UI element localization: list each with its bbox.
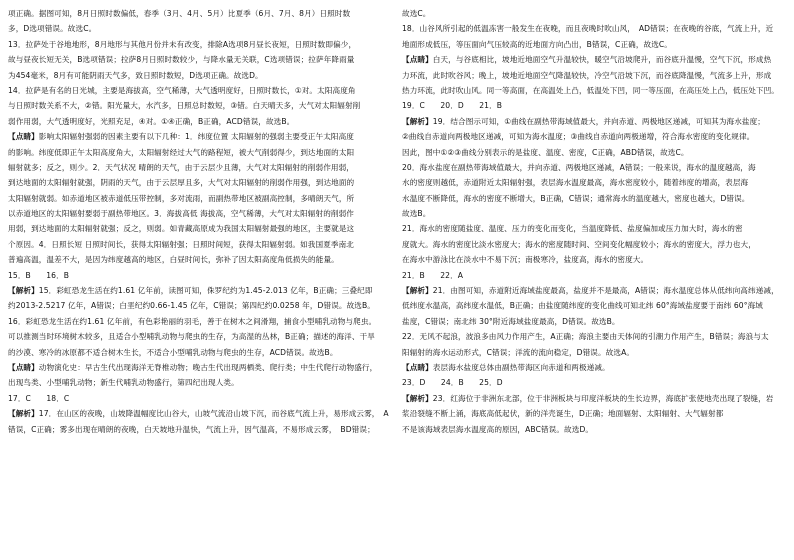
left-text-line: 个原因。4．日照长短 日照时间长，获得太阳辐射强；日照时间短，获得太阳辐射弱。如我国夏季南北 <box>8 239 354 249</box>
left-text-line: 到达地面的太阳辐射就强，阴雨的天气，由于云层厚且多，大气对太阳辐射的削弱作用强，到达地面的 <box>8 178 355 188</box>
left-text-line: 以赤道地区的太阳辐射要弱于副热带地区。3．海拔高低 海拔高，空气稀薄，大气对太阳辐射的削弱作 <box>8 209 354 219</box>
right-text-line: 故选B。 <box>402 209 431 219</box>
left-text-column <box>8 6 394 437</box>
left-text-line: 为454毫米，8月有可能阴雨天气多，致日照时数短，D选项正确。故选D。 <box>8 70 263 80</box>
left-text-line: 的沙漠、寒冷的冰原都不适合树木生长，不适合小型哺乳动物与爬虫的生存，ACD错误。故选B。 <box>8 347 338 357</box>
left-text-line: 项正确。据图可知，8月日照时数偏低，春季（3月、4月、5月）比夏季（6月、7月、8月）日照时数 <box>8 9 351 18</box>
right-text-line: 【解析】21．由图可知，赤道附近海域盐度最高，盐度并不是最高，A错误；海水温度总体从低纬向高纬递减， <box>402 286 779 296</box>
left-text-line: 【解析】15．彩虹恐龙生活在约1.61 亿年前，读图可知，侏罗纪约为1.45-2.013 亿年，B正确；三叠纪即 <box>8 286 373 296</box>
right-text-line: 阳辐射的海水运动形式，C错误；洋流的流向稳定，D错误。故选A。 <box>402 347 635 357</box>
left-text-line: 出现鸟类、小型哺乳动物；新生代哺乳动物盛行，第四纪出现人类。 <box>8 378 239 388</box>
right-text-line: 21．海水的密度随盐度、温度、压力的变化而变化，当温度降低、盐度偏加或压力加大时，海水的密 <box>402 224 743 234</box>
right-text-line: 低纬度水温高，高纬度水温低，B正确；由盐度随纬度的变化曲线可知北纬 60°海域盐度要于南纬 60°海域 <box>402 301 763 311</box>
right-text-line: 水温度不断降低，海水的密度不断增大，B正确，C错误；通常海水的温度越大，密度也越大，D错误。 <box>402 193 750 203</box>
left-text-line: 弱作用弱，大气透明度好，光照充足，④对。①④正确，B正确，ACD错误，故选B。 <box>8 116 295 126</box>
right-text-line: 【点睛】白天，与谷底相比，坡地近地面空气升温较快，暖空气沿坡爬升，而谷底升温慢，空气下沉，形成热 <box>402 55 772 65</box>
left-text-line: 17．C 18．C <box>8 393 70 403</box>
right-text-line: 18．山谷风所引起的低温冻害一般发生在夜晚，而且夜晚时吹山风， AD错误；在夜晚的谷底，气流上升，近 <box>402 24 774 34</box>
right-text-line: 21．B 22．A <box>402 270 464 280</box>
left-text-line: 13．拉萨处于谷地地形，8月地形与其他月份并未有改变，排除A选项8月昼长夜短，日照时数即偏少， <box>8 39 357 49</box>
right-text-line: 度就大。海水的密度比淡水密度大；海水的密度随时间、空间变化幅度较小；海水的密度大，浮力也大， <box>402 239 756 249</box>
left-text-line: 错误，C正确；雾多出现在晴朗的夜晚，白天坡地升温快，气流上升，因气温高，不易形成云雾， BD错误； <box>8 424 375 434</box>
right-text-line: 地面形成低压，等压面向气压较高的近地面方向凸出，B错误，C正确，故选C。 <box>402 39 673 49</box>
left-text-line: 的影响。纬度低即正午太阳高度角大，太阳辐射经过大气的路程短，被大气削弱得少，到达地面的太阳 <box>8 147 355 157</box>
right-text-line: 热力环流，此时吹山风。同一等高面，在高温处上凸，低温处下凹，同一等压面，在高压处上凸，低压处下凹。 <box>402 85 779 95</box>
right-text-line: 在海水中游泳比在淡水中不易下沉；南极寒冷，盐度高，海水的密度大。 <box>402 255 649 265</box>
right-text-line: 不是该海域表层海水温度高的原因，ABC错误。故选D。 <box>402 424 594 434</box>
left-text-line: 与日照时数关系不大，②错。阳光量大，水汽多，日照总时数短，③错。白天晴天多，大气对太阳辐射削 <box>8 101 361 111</box>
left-text-line: 【解析】17．在山区的夜晚，山坡降温幅度比山谷大，山坡气流沿山坡下沉，而谷底气流上升，易形成云雾， A <box>8 409 389 419</box>
right-text-line: 【解析】23．红海位于非洲东北部，位于非洲板块与印度洋板块的生长边界，海底扩张使地壳出现了裂缝，岩 <box>402 393 774 403</box>
left-text-line: 多，D选项错误。故选C。 <box>8 24 97 34</box>
left-text-line: 【点睛】动物演化史：早古生代出现海洋无脊椎动物；晚古生代出现两栖类、爬行类；中生代爬行动物盛行， <box>8 362 378 372</box>
left-text-line: 约2013-2.5217 亿年，A错误；白垩纪约0.66-1.45 亿年，C错误；第四纪约0.0258 年，D错误。故选B。 <box>8 301 375 311</box>
right-text-line: 盐度，C错误；南北纬 30°附近海域盐度最高，D错误。故选B。 <box>402 316 620 326</box>
right-text-line: ②曲线自赤道向两极地区递减，可知为海水温度；③曲线自赤道向两极递增，符合海水密度的变化规律。 <box>402 132 755 142</box>
left-text-line: 14．拉萨是有名的日光城，主要是海拔高，空气稀薄，大气透明度好，日照时数长，①对。太阳高度角 <box>8 85 356 95</box>
left-text-line: 15．B 16．B <box>8 270 70 280</box>
right-text-line: 故选C。 <box>402 9 431 18</box>
right-text-line: 23．D 24．B 25．D <box>402 378 503 388</box>
left-text-line: 太阳辐射就弱。如赤道地区被赤道低压带控制，多对流雨，而副热带地区被副高控制，多晴朗天气，所 <box>8 193 355 203</box>
right-text-line: 浆沿裂缝不断上涌，海底高低起伏，新的洋壳诞生，D正确；地面辐射、太阳辐射、大气辐射都 <box>402 409 724 419</box>
right-text-line: 20．海水盐度在副热带海域值最大，并向赤道、两极地区递减，A错误；一般来说，海水的温度越高，海 <box>402 162 756 172</box>
right-text-line: 水的密度则越低，赤道附近太阳辐射强，表层海水温度最高，海水密度较小，随着纬度的增高，表层海 <box>402 178 749 188</box>
left-text-line: 可以推测当时环境树木较多，且适合小型哺乳动物与爬虫的生存，为高湿的丛林，B正确；描述的海洋、干旱 <box>8 332 375 342</box>
right-text-line: 因此，图中①②③曲线分别表示的是盐度、温度、密度，C正确，ABD错误，故选C。 <box>402 147 689 157</box>
right-text-line: 19．C 20．D 21．B <box>402 101 503 111</box>
left-text-line: 16．彩虹恐龙生活在约1.61 亿年前，有色彩艳丽的羽毛，善于在树木之间滑翔，捕食小型哺乳动物与爬虫。 <box>8 316 377 326</box>
left-text-line: 辐射就多；反之，则少。2．天气状况 晴朗的天气，由于云层少且薄，大气对太阳辐射的削弱作用弱， <box>8 162 354 172</box>
left-text-line: 普遍高温，温差不大，是因为纬度越高的地区，白昼时间长，弥补了因太阳高度角低损失的能量。 <box>8 255 339 265</box>
right-text-line: 22．无风不起浪，波浪多由风力作用产生，A正确；海浪主要由天体间的引潮力作用产生，B错误；海浪与太 <box>402 332 769 342</box>
left-text-line: 故与昼夜长短无关，B选项错误；拉萨8月日照时数较少，与降水量无关联，C选项错误；拉萨年降雨量 <box>8 55 355 65</box>
right-text-line: 力环流，此时吹谷风；晚上，坡地近地面空气降温较快，冷空气沿坡下沉，而谷底降温慢，气流多上升，形成 <box>402 70 772 80</box>
right-text-line: 【点睛】表层海水盐度总体由副热带海区向赤道和两极递减。 <box>402 362 610 372</box>
left-text-line: 用弱，到达地面的太阳辐射就强；反之，则弱。如青藏高原成为我国太阳辐射最强的地区，主要就是这 <box>8 224 355 234</box>
right-text-line: 【解析】19．结合图示可知，①曲线在副热带海域值最大，并向赤道、两极地区递减，可知其为海水盐度； <box>402 116 765 126</box>
left-text-line: 【点睛】影响太阳辐射强弱的因素主要有以下几种：1．纬度位置 太阳辐射的强弱主要受正午太阳高度 <box>8 132 354 142</box>
right-text-column <box>402 6 786 437</box>
